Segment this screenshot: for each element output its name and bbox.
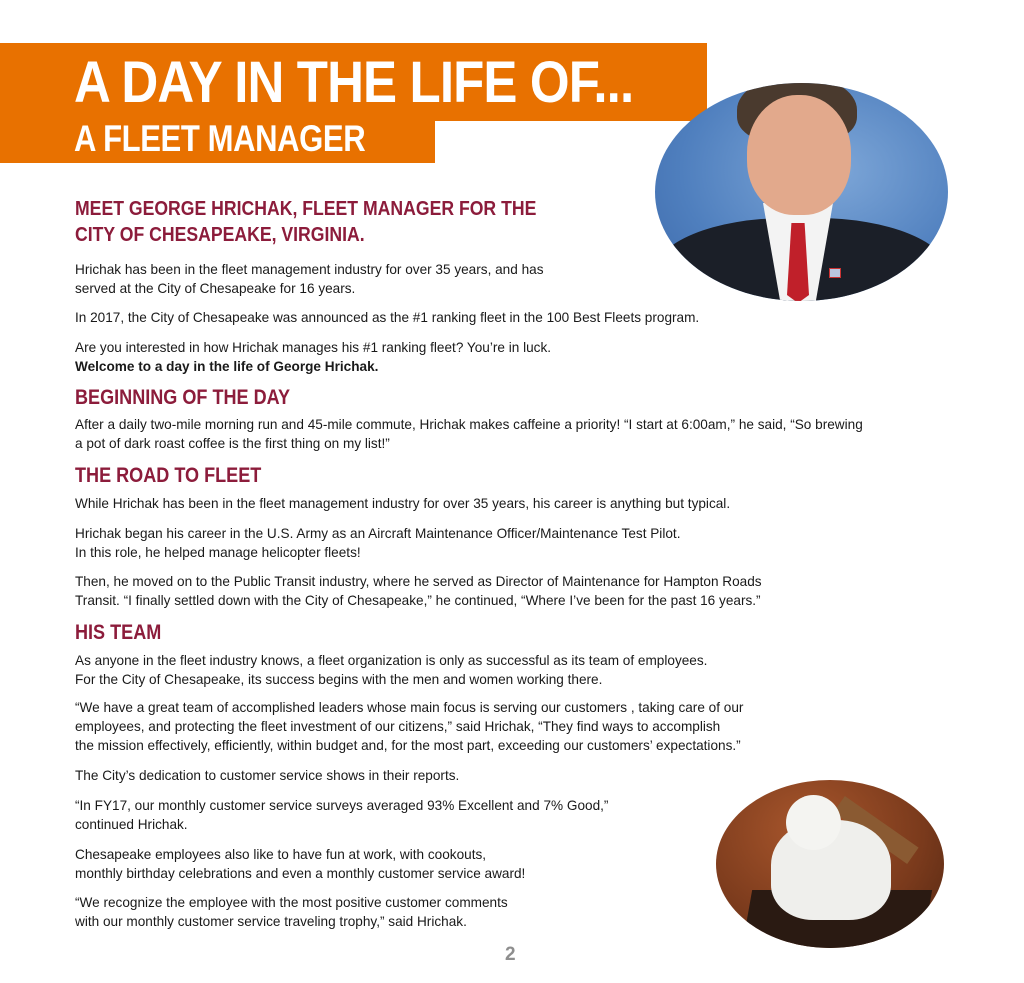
text-line: While Hrichak has been in the fleet management industry for over 35 years, his career is anything but typical. — [75, 496, 731, 511]
section-heading-beginning: BEGINNING OF THE DAY — [75, 386, 291, 409]
trophy-figure-head — [786, 795, 841, 850]
section-heading-team: HIS TEAM — [75, 621, 162, 644]
road-paragraph-1 — [75, 494, 730, 513]
flag-pin-icon — [829, 268, 841, 278]
text-line: Are you interested in how Hrichak manages his #1 ranking fleet? You’re in luck. — [75, 340, 552, 355]
team-paragraph-5 — [75, 845, 525, 883]
page-subtitle: A FLEET MANAGER — [74, 118, 366, 159]
page-title: A DAY IN THE LIFE OF... — [74, 50, 634, 115]
text-line: For the City of Chesapeake, its success begins with the men and women working there. — [75, 672, 603, 687]
team-paragraph-3 — [75, 766, 459, 785]
text-line: a pot of dark roast coffee is the first thing on my list!” — [75, 436, 390, 451]
welcome-line: Welcome to a day in the life of George Hrichak. — [75, 359, 379, 374]
intro-heading-line2: CITY OF CHESAPEAKE, VIRGINIA. — [75, 223, 365, 246]
text-line: monthly birthday celebrations and even a monthly customer service award! — [75, 866, 526, 881]
text-line: “We recognize the employee with the most positive customer comments — [75, 895, 508, 910]
text-line: the mission effectively, efficiently, within budget and, for the most part, exceeding our customers’ expectations.” — [75, 738, 741, 753]
portrait-photo — [655, 83, 948, 301]
text-line: In 2017, the City of Chesapeake was announced as the #1 ranking fleet in the 100 Best Fleets program. — [75, 310, 700, 325]
text-line: The City’s dedication to customer service shows in their reports. — [75, 768, 460, 783]
text-line: Hrichak began his career in the U.S. Army as an Aircraft Maintenance Officer/Maintenance Test Pilot. — [75, 526, 681, 541]
road-paragraph-2 — [75, 524, 680, 562]
intro-paragraph-3 — [75, 338, 551, 376]
text-line: employees, and protecting the fleet investment of our citizens,” said Hrichak, “They find ways to accomplish — [75, 719, 721, 734]
text-line: As anyone in the fleet industry knows, a fleet organization is only as successful as its team of employees. — [75, 653, 708, 668]
intro-heading — [75, 196, 536, 248]
text-line: Transit. “I finally settled down with the City of Chesapeake,” he continued, “Where I’ve been for the past 16 years.” — [75, 593, 761, 608]
beginning-paragraph — [75, 415, 863, 453]
text-line: After a daily two-mile morning run and 45-mile commute, Hrichak makes caffeine a priority! “I start at 6:00am,” he said, “So brewing — [75, 417, 863, 432]
text-line: Chesapeake employees also like to have fun at work, with cookouts, — [75, 847, 487, 862]
text-line: “We have a great team of accomplished leaders whose main focus is serving our customers , taking care of our — [75, 700, 744, 715]
intro-heading-line1: MEET GEORGE HRICHAK, FLEET MANAGER FOR THE — [75, 197, 537, 220]
text-line: “In FY17, our monthly customer service surveys averaged 93% Excellent and 7% Good,” — [75, 798, 609, 813]
page-number: 2 — [505, 944, 516, 965]
text-line: continued Hrichak. — [75, 817, 188, 832]
team-paragraph-6 — [75, 893, 508, 931]
intro-paragraph-1 — [75, 260, 544, 298]
section-heading-road: THE ROAD TO FLEET — [75, 464, 262, 487]
portrait-face — [747, 95, 851, 215]
text-line: In this role, he helped manage helicopter fleets! — [75, 545, 361, 560]
team-paragraph-4 — [75, 796, 608, 834]
text-line: Hrichak has been in the fleet management industry for over 35 years, and has — [75, 262, 544, 277]
road-paragraph-3 — [75, 572, 762, 610]
trophy-photo — [716, 780, 944, 948]
team-paragraph-2 — [75, 698, 743, 755]
intro-paragraph-2 — [75, 308, 699, 327]
text-line: served at the City of Chesapeake for 16 years. — [75, 281, 356, 296]
text-line: Then, he moved on to the Public Transit industry, where he served as Director of Maintenance for Hampton Roads — [75, 574, 762, 589]
team-paragraph-1 — [75, 651, 707, 689]
text-line: with our monthly customer service traveling trophy,” said Hrichak. — [75, 914, 467, 929]
